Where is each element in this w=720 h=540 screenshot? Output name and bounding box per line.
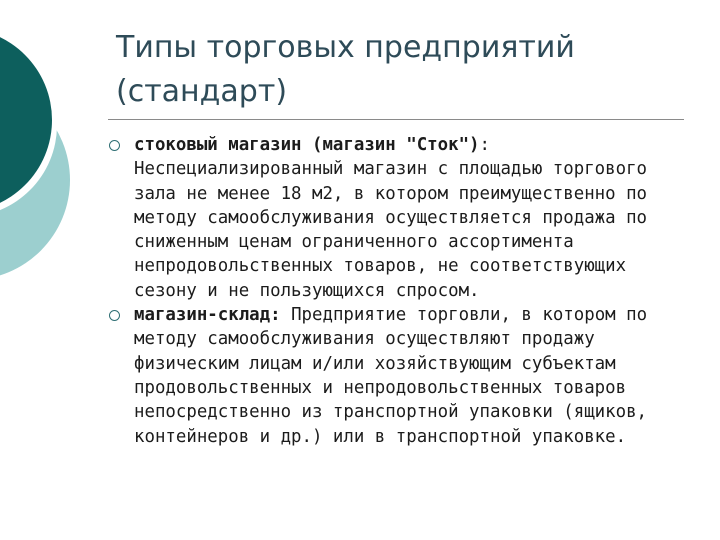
slide-title-line2: (стандарт) [116,74,288,109]
item-separator [281,305,291,325]
circle-bullet-icon [109,310,120,321]
decorative-circles [0,0,80,290]
item-definition: Предприятие торговли, в котором по методу самообслуживания осуществляют продажу физическим лицам и/или хозяйствующим субъектам продовольственных и непродовольственных товаров непосредственно из транспортной упаковки (ящиков, контейнеров и др.) или в транспортной упаковке. [134,305,648,447]
item-term: магазин-склад: [134,305,281,326]
item-term: стоковый магазин (магазин "Сток") [134,135,480,155]
item-separator: : [479,135,490,155]
title-divider [108,119,684,120]
slide-title [116,26,696,114]
list-item [108,133,668,303]
list-item [108,303,668,449]
slide-body [108,133,668,449]
circle-bullet-icon [109,140,120,151]
slide-title-line1: Типы торговых предприятий [116,30,575,65]
item-definition: Неспециализированный магазин с площадью торгового зала не менее 18 м2, в котором преимущественно по методу самообслуживания осуществляется продажа по сниженным ценам ограниченного ассортимента непродовольственных товаров, не соответствующих сезону и не пользующихся спросом. [134,159,648,301]
